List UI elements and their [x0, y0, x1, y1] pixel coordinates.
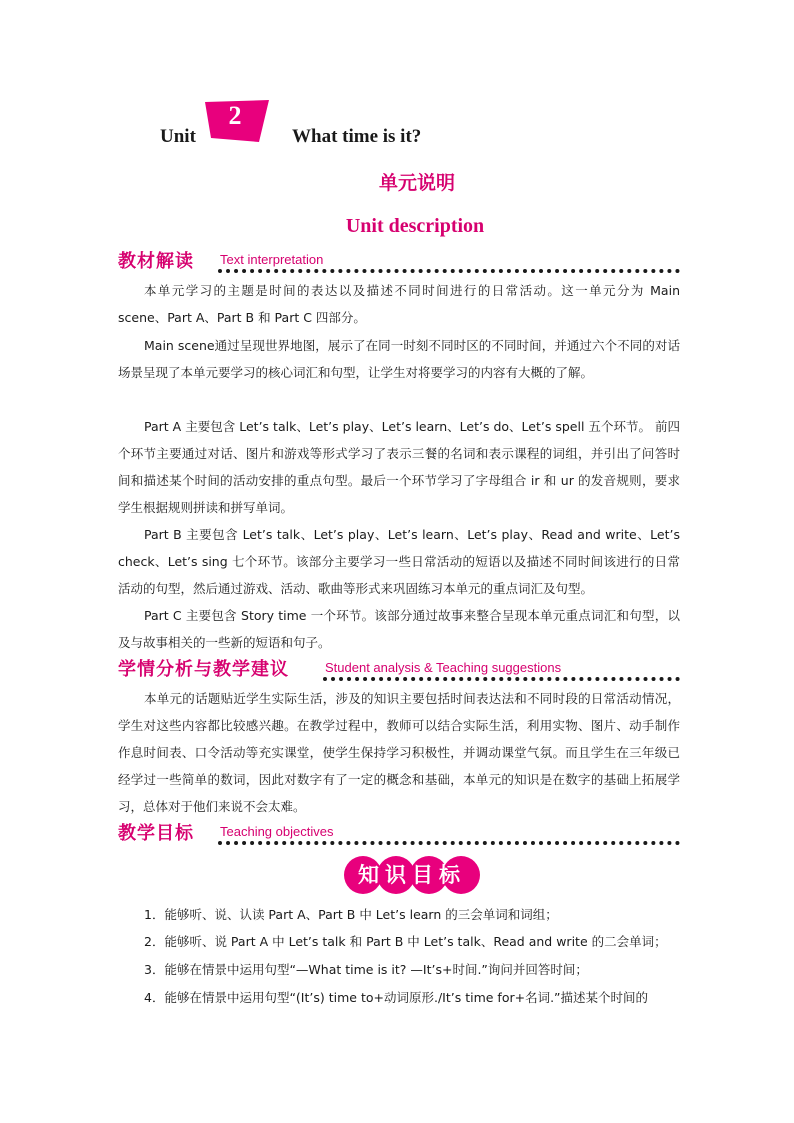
paragraph: 本单元的话题贴近学生实际生活，涉及的知识主要包括时间表达法和不同时段的日常活动情况，学生对这些内容都比较感兴趣。在教学过程中，教师可以结合实际生活，利用实物、图片、动手制作作息时间表、口令活动等充实课堂，使学生保持学习积极性，并调动课堂气氛。而且学生在三年级已经学过一些简单的数词，因此对数字有了一定的概念和基础，本单元的知识是在数字的基础上拓展学习，总体对于他们来说不会太难。: [118, 691, 680, 814]
unit-title: What time is it?: [292, 126, 422, 147]
section-head-cn: 学情分析与教学建议: [118, 659, 289, 680]
paragraph: Part C 主要包含 Story time 一个环节。该部分通过故事来整合呈现本单元重点词汇和句型，以及与故事相关的一些新的短语和句子。: [118, 608, 680, 650]
objective-item: 1．能够听、说、认读 Part A、Part B 中 Let’s learn 的三会单词和词组；: [144, 907, 558, 922]
dotted-rule: [323, 673, 680, 681]
paragraph: Part B 主要包含 Let’s talk、Let’s play、Let’s learn、Let’s play、Read and write、Let’s check、Let’s sing 七个环节。该部分主要学习一些日常活动的短语以及描述不同时间该进行的日常活动的句型，然后通过游戏、活动、歌曲等形式来巩固练习本单元的重点词汇及句型。: [118, 527, 680, 596]
objective-item: 4．能够在情景中运用句型“(It’s) time to+动词原形./It’s time for+名词.”描述某个时间的: [144, 990, 649, 1005]
section-title-cn: 单元说明: [378, 172, 455, 194]
section-head-en: Teaching objectives: [220, 824, 334, 839]
section-head-en: Text interpretation: [220, 252, 324, 267]
section-head-en: Student analysis & Teaching suggestions: [325, 660, 562, 675]
section-head-cn: 教材解读: [118, 251, 194, 272]
dotted-rule: [218, 265, 680, 273]
dotted-rule: [218, 837, 680, 845]
section-title-en: Unit description: [345, 215, 485, 237]
section-head-teaching-objectives: [118, 819, 680, 845]
knowledge-objectives-badge: [343, 855, 481, 895]
unit-number: 2: [228, 101, 242, 130]
section-head-text-interpretation: [118, 247, 680, 273]
unit-label: Unit: [160, 126, 196, 147]
objective-item: 2．能够听、说 Part A 中 Let’s talk 和 Part B 中 Let’s talk、Read and write 的二会单词；: [144, 934, 667, 949]
knowledge-objectives-label: 知识目标: [358, 863, 466, 887]
unit-header: [0, 98, 794, 158]
objective-item: 3．能够在情景中运用句型“—What time is it? —It’s+时间.”询问并回答时间；: [144, 962, 588, 977]
paragraph: 本单元学习的主题是时间的表达以及描述不同时间进行的日常活动。这一单元分为 Main scene、Part A、Part B 和 Part C 四部分。: [118, 283, 680, 325]
section-head-student-analysis: [118, 655, 680, 681]
paragraph: Main scene通过呈现世界地图，展示了在同一时刻不同时区的不同时间，并通过六个不同的对话场景呈现了本单元要学习的核心词汇和句型，让学生对将要学习的内容有大概的了解。: [118, 338, 680, 380]
paragraph: Part A 主要包含 Let’s talk、Let’s play、Let’s learn、Let’s do、Let’s spell 五个环节。 前四个环节主要通过对话、图片和游戏等形式学习了表示三餐的名词和表示课程的词组，并引出了问答时间和描述某个时间的活动安排的重点句型。最后一个环节学习了字母组合 ir 和 ur 的发音规则，要求学生根据规则拼读和拼写单词。: [118, 419, 680, 515]
section-head-cn: 教学目标: [118, 823, 194, 844]
